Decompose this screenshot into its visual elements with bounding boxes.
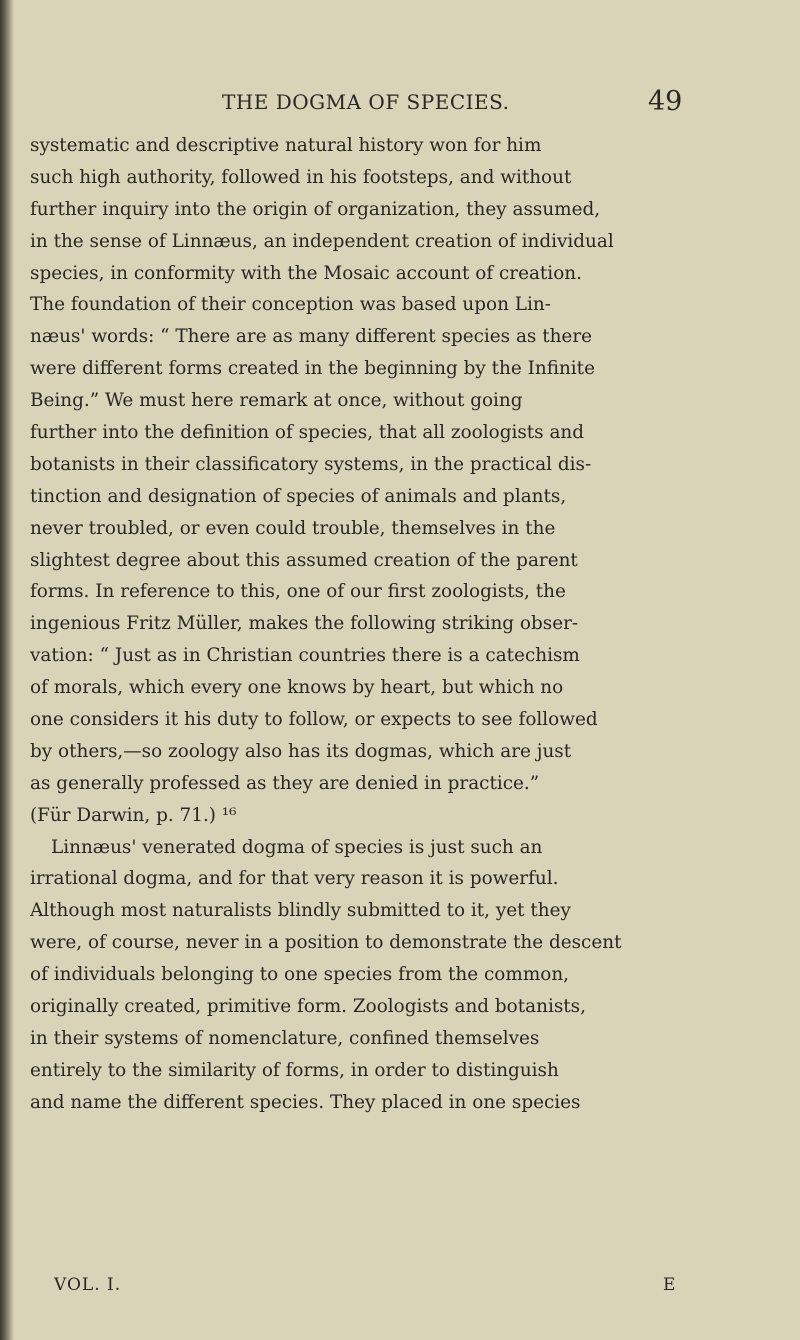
text-line: irrational dogma, and for that very reason it is powerful.	[30, 868, 559, 890]
text-line: such high authority, followed in his footsteps, and without	[30, 166, 572, 188]
text-line: Being.” We must here remark at once, without going	[30, 390, 523, 412]
text-line: vation: “ Just as in Christian countries there is a catechism	[30, 645, 580, 667]
paragraph-start-line: Linnæus' venerated dogma of species is just such an	[51, 836, 543, 858]
text-line: were, of course, never in a position to demonstrate the descent	[30, 932, 622, 954]
text-line: species, in conformity with the Mosaic account of creation.	[30, 262, 582, 284]
text-line: and name the different species. They placed in one species	[30, 1091, 581, 1113]
page-number: 49	[648, 86, 683, 117]
running-title: THE DOGMA OF SPECIES.	[222, 90, 510, 114]
text-line: in their systems of nomenclature, confined themselves	[30, 1027, 540, 1049]
text-line: by others,—so zoology also has its dogmas, which are just	[30, 740, 572, 762]
page-footer	[0, 1275, 800, 1305]
text-line: systematic and descriptive natural history won for him	[30, 135, 542, 156]
text-line: further into the definition of species, that all zoologists and	[30, 422, 585, 444]
citation-line: (Für Darwin, p. 71.) ¹⁶	[30, 804, 237, 826]
text-line: in the sense of Linnæus, an independent creation of individual	[30, 230, 614, 252]
volume-mark: VOL. I.	[54, 1275, 122, 1295]
text-line: of morals, which every one knows by heart, but which no	[30, 677, 564, 699]
text-line: The foundation of their conception was based upon Lin-	[30, 294, 551, 316]
text-line: ingenious Fritz Müller, makes the following striking obser-	[30, 613, 579, 635]
text-line: were different forms created in the beginning by the Infinite	[30, 358, 595, 380]
text-line: botanists in their classificatory systems, in the practical dis-	[30, 453, 592, 475]
text-line: originally created, primitive form. Zoologists and botanists,	[30, 996, 586, 1018]
text-line: further inquiry into the origin of organization, they assumed,	[30, 198, 601, 220]
text-line: tinction and designation of species of animals and plants,	[30, 485, 567, 507]
text-line: forms. In reference to this, one of our first zoologists, the	[30, 581, 566, 603]
running-head	[0, 86, 800, 120]
text-line: never troubled, or even could trouble, themselves in the	[30, 517, 556, 539]
signature-mark: E	[663, 1275, 676, 1295]
body-text	[30, 130, 790, 1119]
text-line: entirely to the similarity of forms, in order to distinguish	[30, 1059, 559, 1081]
text-line: Although most naturalists blindly submitted to it, yet they	[30, 900, 571, 922]
text-line: of individuals belonging to one species from the common,	[30, 964, 570, 986]
page-gutter-shadow	[0, 0, 14, 1340]
text-line: næus' words: “ There are as many different species as there	[30, 326, 592, 348]
text-line: as generally professed as they are denied in practice.”	[30, 772, 540, 794]
text-line: slightest degree about this assumed creation of the parent	[30, 549, 578, 571]
text-line: one considers it his duty to follow, or expects to see followed	[30, 709, 598, 731]
